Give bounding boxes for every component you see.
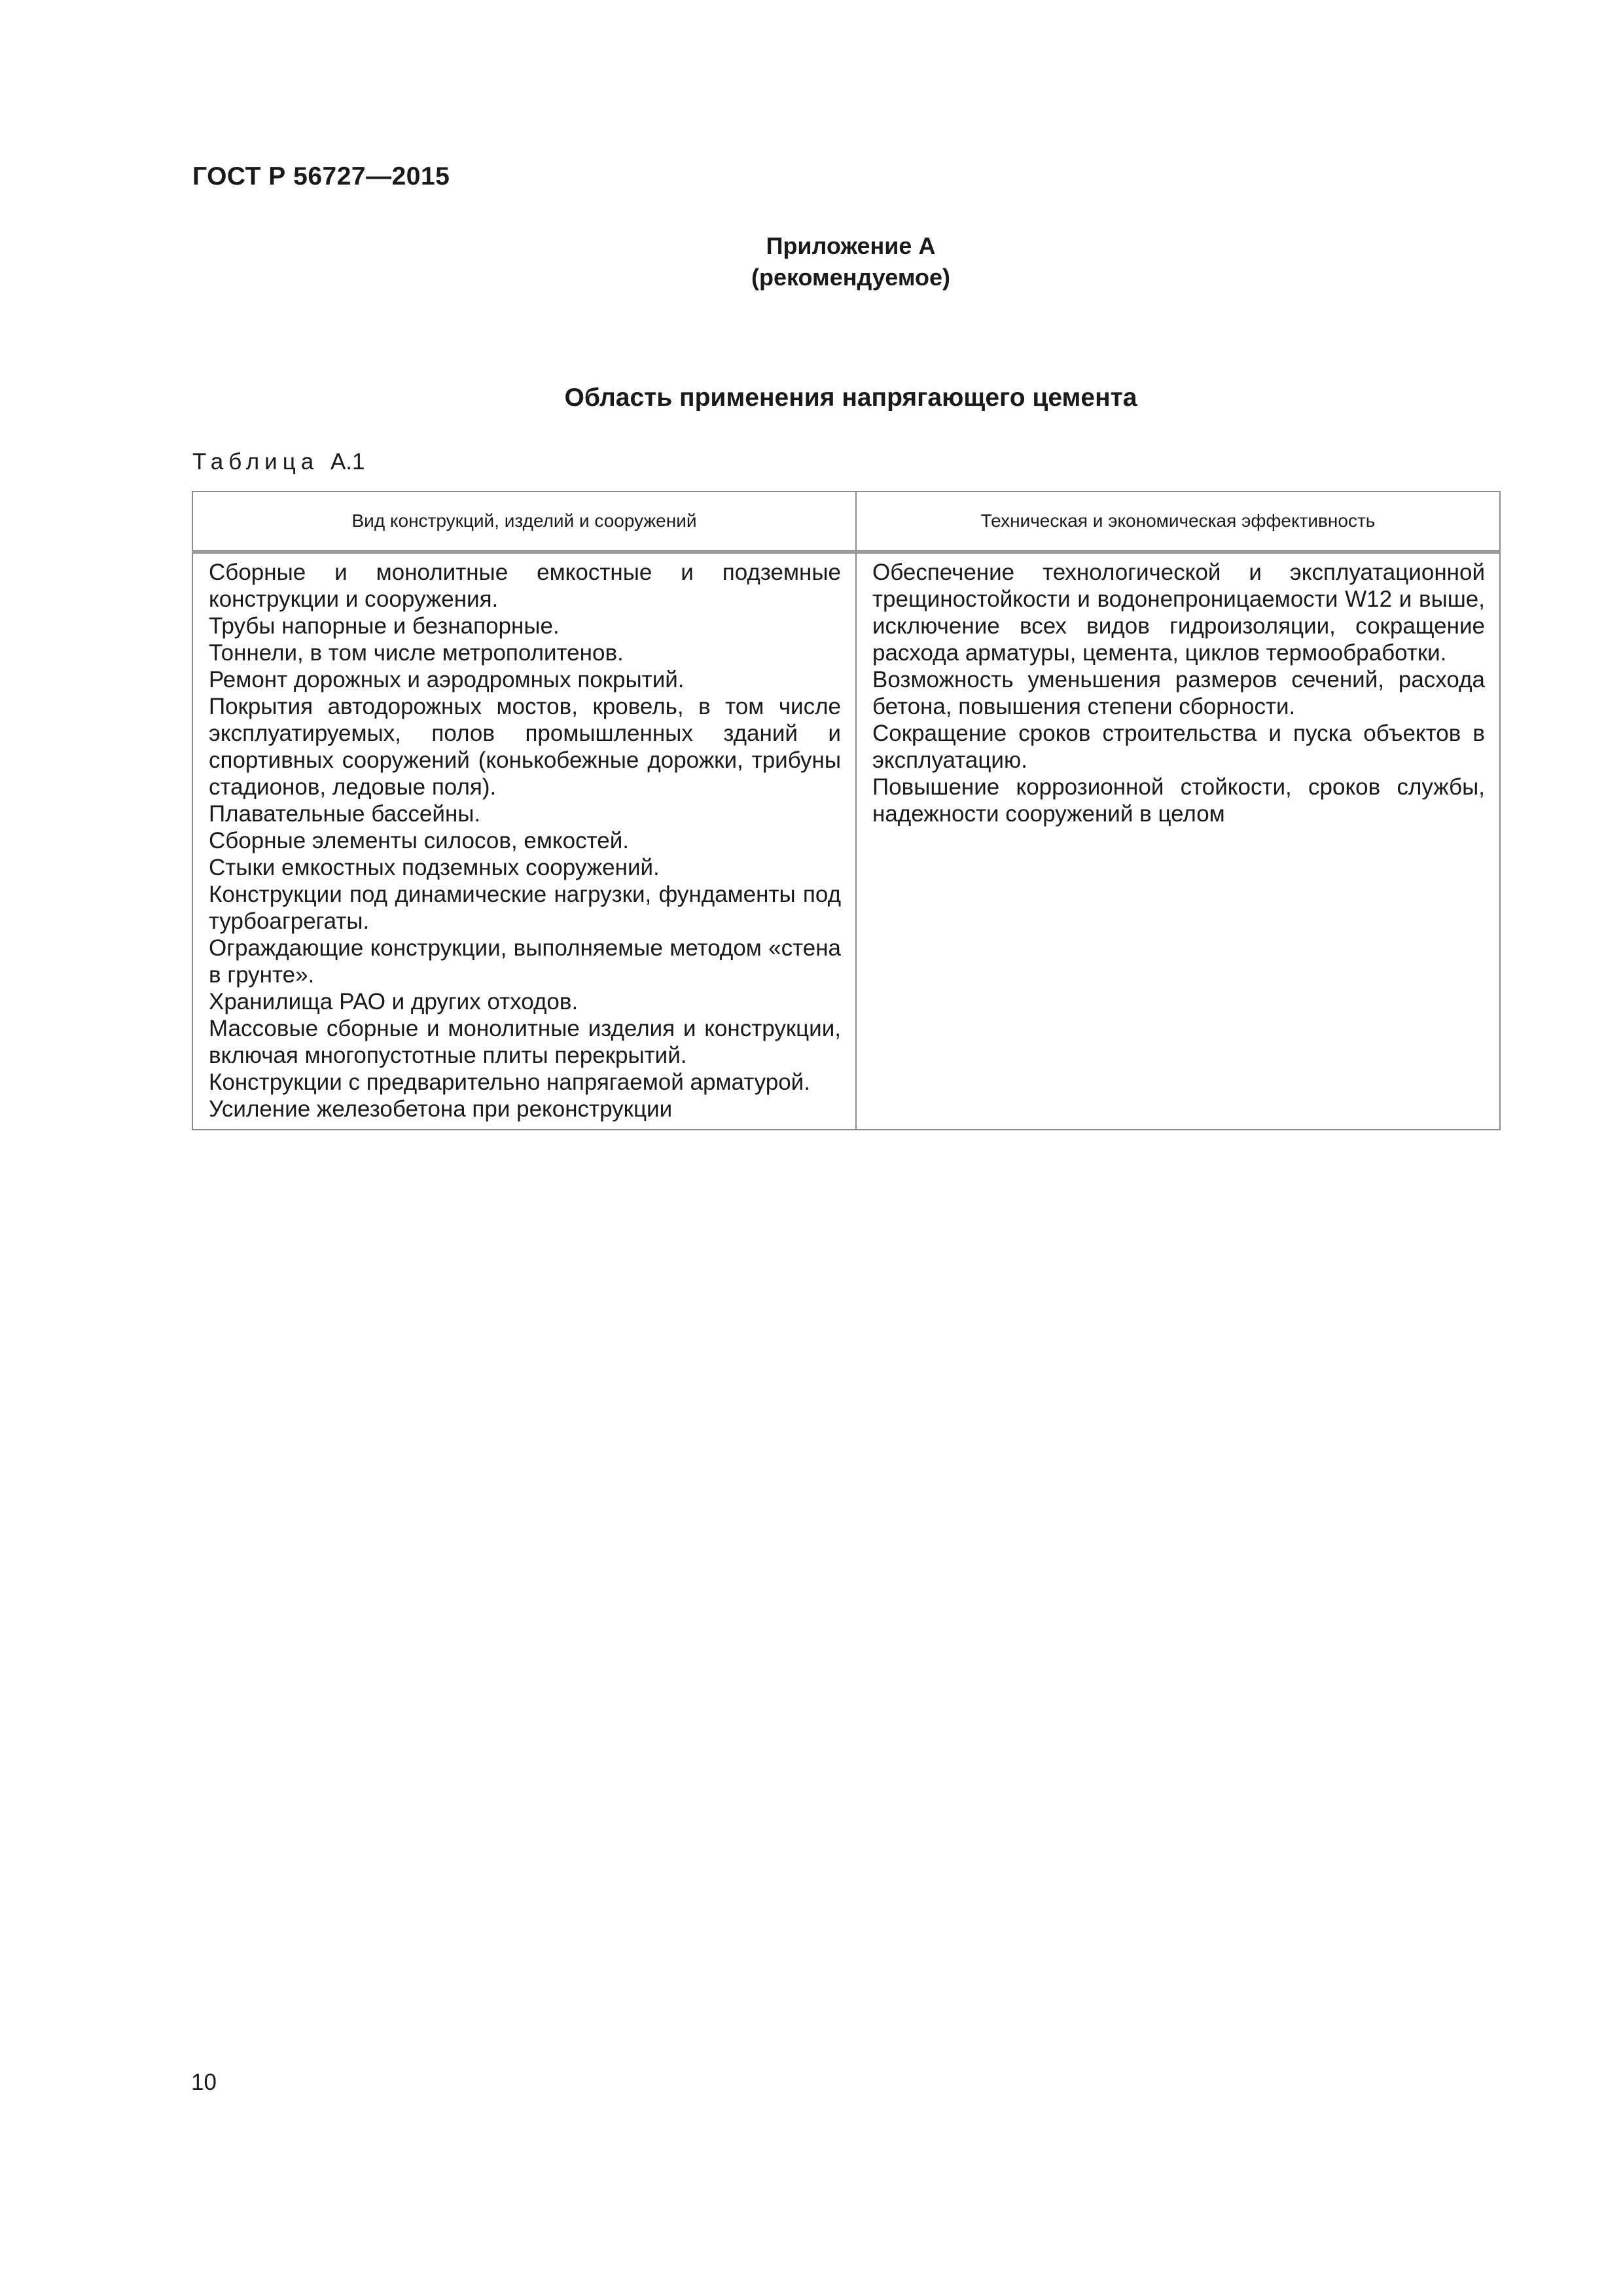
construction-types-cell xyxy=(192,552,856,1130)
list-item: Конструкции с предварительно напрягаемой арматурой. xyxy=(209,1069,810,1095)
table-caption-number: А.1 xyxy=(330,449,365,475)
list-item: Стыки емкостных подземных сооружений. xyxy=(209,855,660,880)
list-item: Сокращение сроков строительства и пуска объектов в эксплуатацию. xyxy=(872,721,1485,773)
appendix-title: Приложение А xyxy=(766,232,936,259)
list-item: Сборные элементы силосов, емкостей. xyxy=(209,828,629,853)
list-item: Плавательные бассейны. xyxy=(209,801,481,827)
column-header-efficiency: Техническая и экономическая эффективность xyxy=(856,492,1500,552)
table-header-row xyxy=(192,492,1500,552)
page-number: 10 xyxy=(191,2070,217,2095)
list-item: Возможность уменьшения размеров сечений, расхода бетона, повышения степени сборности. xyxy=(872,667,1485,719)
application-table xyxy=(192,491,1501,1130)
list-item: Ремонт дорожных и аэродромных покрытий. xyxy=(209,667,685,692)
list-item: Ограждающие конструкции, выполняемые методом «стена в грунте». xyxy=(209,935,841,988)
section-title: Область применения напрягающего цемента xyxy=(564,384,1137,412)
document-code: ГОСТ Р 56727—2015 xyxy=(192,162,450,190)
list-item: Усиление железобетона при реконструкции xyxy=(209,1096,673,1122)
list-item: Массовые сборные и монолитные изделия и конструкции, включая многопустотные плиты перекрытий. xyxy=(209,1016,841,1068)
appendix-status: (рекомендуемое) xyxy=(751,264,950,291)
list-item: Трубы напорные и безнапорные. xyxy=(209,613,560,639)
column-header-construction-type: Вид конструкций, изделий и сооружений xyxy=(192,492,856,552)
list-item: Тоннели, в том числе метрополитенов. xyxy=(209,640,624,666)
list-item: Покрытия автодорожных мостов, кровель, в том числе эксплуатируемых, полов промышленных зданий и спортивных сооружений (конькобежные дорожки, трибуны стадионов, ледовые поля). xyxy=(209,694,841,800)
list-item: Сборные и монолитные емкостные и подземные конструкции и сооружения. xyxy=(209,560,841,612)
table-caption-word: Таблица xyxy=(192,449,319,475)
list-item: Хранилища РАО и других отходов. xyxy=(209,989,579,1014)
table-caption xyxy=(192,449,365,475)
list-item: Повышение коррозионной стойкости, сроков службы, надежности сооружений в целом xyxy=(872,774,1485,827)
table-row xyxy=(192,552,1500,1130)
list-item: Конструкции под динамические нагрузки, фундаменты под турбоагрегаты. xyxy=(209,882,841,934)
efficiency-cell xyxy=(856,552,1500,1130)
list-item: Обеспечение технологической и эксплуатационной трещиностойкости и водонепроницаемости W12 и выше, исключение всех видов гидроизоляции, сокращение расхода арматуры, цемента, циклов термообработки. xyxy=(872,560,1485,666)
